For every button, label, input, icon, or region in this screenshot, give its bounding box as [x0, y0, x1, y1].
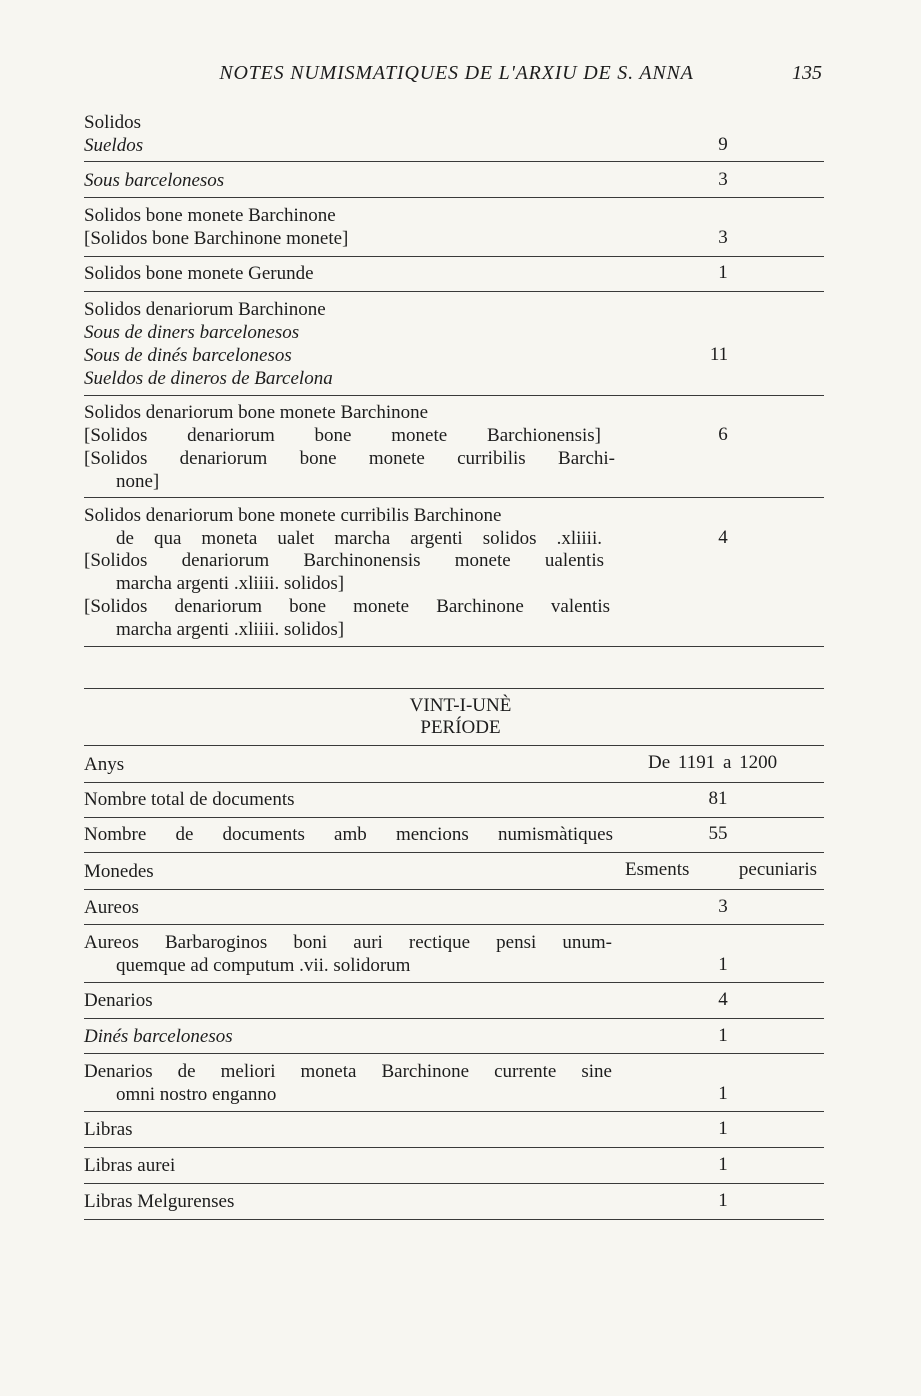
row-count: 3 [718, 896, 728, 917]
row-text: Aureos [84, 897, 139, 918]
row-text: Dinés barcelonesos [84, 1026, 233, 1047]
row-text: Sous de diners barcelonesos [84, 322, 300, 343]
row-text: [Solidos bone Barchinone monete] [84, 228, 349, 249]
row-text: Sueldos [84, 135, 144, 156]
row-text: omni nostro enganno [116, 1084, 277, 1105]
row-divider [84, 982, 824, 983]
row-divider [84, 646, 824, 647]
row-count: 11 [709, 344, 729, 365]
row-divider [84, 1147, 824, 1148]
row-count: 1 [718, 1083, 728, 1104]
row-text: Solidos denariorum bone monete curribilis Barchinone [84, 505, 502, 526]
monedes-label: Monedes [84, 861, 154, 882]
row-text: Libras Melgurenses [84, 1191, 235, 1212]
row-count: 1 [718, 262, 728, 283]
row-count: 1 [718, 954, 728, 975]
row-text: Aureos Barbaroginos boni auri rectique pensi unum- [84, 932, 612, 953]
row-count: 9 [718, 134, 728, 155]
row-divider [84, 1183, 824, 1184]
row-divider [84, 395, 824, 396]
section-title: VINT-I-UNÈ PERÍODE [409, 695, 512, 738]
row-count: 4 [718, 989, 728, 1010]
mencions-value: 55 [708, 823, 728, 844]
page-number: 135 [792, 62, 822, 84]
row-divider [84, 852, 824, 853]
section-rule [84, 688, 824, 689]
row-divider [84, 1053, 824, 1054]
row-count: 1 [718, 1154, 728, 1175]
row-divider [84, 1111, 824, 1112]
row-divider [84, 256, 824, 257]
row-text: marcha argenti .xliiii. solidos] [116, 619, 345, 640]
row-divider [84, 497, 824, 498]
row-text: Sous de dinés barcelonesos [84, 345, 292, 366]
row-divider [84, 1219, 824, 1220]
row-divider [84, 782, 824, 783]
row-text: none] [116, 471, 160, 492]
row-count: 3 [718, 227, 728, 248]
row-text: quemque ad computum .vii. solidorum [116, 955, 411, 976]
row-text: Solidos denariorum Barchinone [84, 299, 326, 320]
row-text: Solidos [84, 112, 142, 133]
row-count: 1 [718, 1025, 728, 1046]
total-label: Nombre total de documents [84, 789, 295, 810]
row-text: [Solidos denariorum Barchinonensis monete ualentis [84, 550, 604, 571]
row-text: marcha argenti .xliiii. solidos] [116, 573, 345, 594]
row-text: Sueldos de dineros de Barcelona [84, 368, 333, 389]
row-divider [84, 291, 824, 292]
row-count: 3 [718, 169, 728, 190]
row-count: 1 [718, 1190, 728, 1211]
row-text: Libras [84, 1119, 133, 1140]
row-divider [84, 197, 824, 198]
running-header: NOTES NUMISMATIQUES DE L'ARXIU DE S. ANNA [219, 62, 694, 84]
section-rule [84, 745, 824, 746]
row-text: Solidos bone monete Barchinone [84, 205, 336, 226]
row-count: 4 [718, 527, 728, 548]
mencions-label: Nombre de documents amb mencions numismàtiques [84, 824, 613, 845]
row-text: Sous barcelonesos [84, 170, 225, 191]
row-divider [84, 817, 824, 818]
row-text: Solidos denariorum bone monete Barchinone [84, 402, 429, 423]
row-divider [84, 1018, 824, 1019]
row-text: de qua moneta ualet marcha argenti solidos .xliiii. [116, 528, 602, 549]
row-text: [Solidos denariorum bone monete Barchinone valentis [84, 596, 610, 617]
row-text: Denarios de meliori moneta Barchinone currente sine [84, 1061, 612, 1082]
row-text: Solidos bone monete Gerunde [84, 263, 314, 284]
row-count: 1 [718, 1118, 728, 1139]
total-value: 81 [708, 788, 728, 809]
row-text: Libras aurei [84, 1155, 176, 1176]
esments-label: Esments pecuniaris [625, 859, 817, 880]
row-text: [Solidos denariorum bone monete Barchionensis] [84, 425, 601, 446]
row-divider [84, 924, 824, 925]
row-count: 6 [718, 424, 728, 445]
anys-value: De 1191 a 1200 [648, 752, 778, 773]
row-text: Denarios [84, 990, 153, 1011]
row-divider [84, 161, 824, 162]
anys-label: Anys [84, 754, 125, 775]
row-text: [Solidos denariorum bone monete curribilis Barchi- [84, 448, 615, 469]
row-divider [84, 889, 824, 890]
